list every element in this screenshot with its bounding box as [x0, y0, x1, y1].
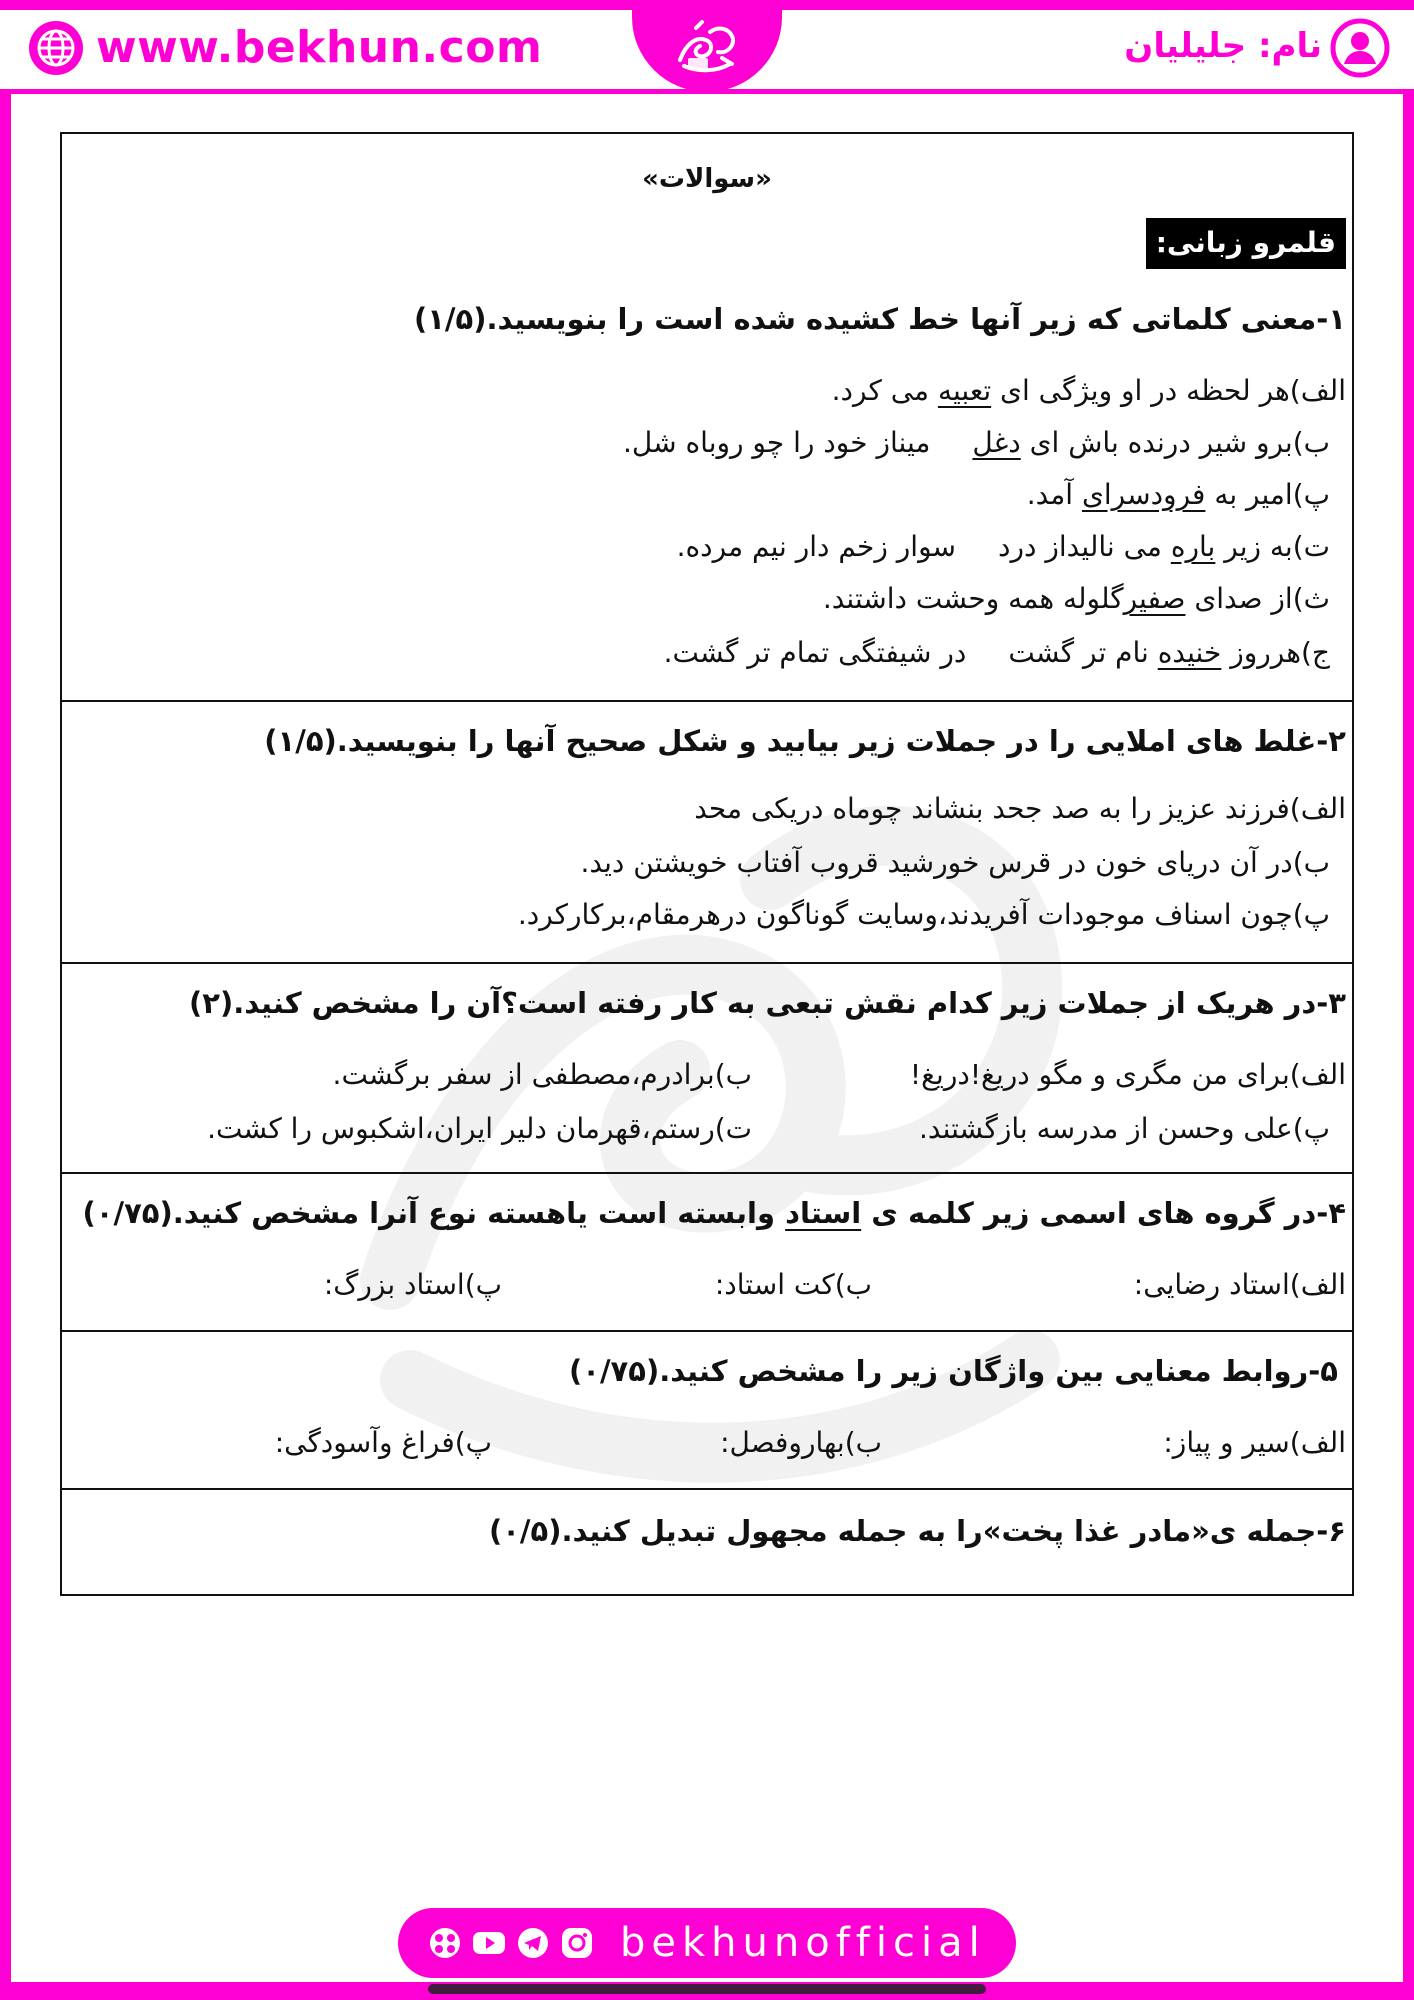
- footer-shadow: [428, 1984, 986, 1994]
- q1-item-p: پ)امیر به فرودسرای آمد.: [1026, 478, 1330, 511]
- q5-item-a: الف)سیر و پیاز:: [1163, 1426, 1346, 1459]
- user-icon: [1330, 18, 1390, 78]
- question-6-title: ۶-جمله ی«مادر غذا پخت»را به جمله مجهول تبدیل کنید.(۰/۵): [488, 1514, 1346, 1548]
- q4-item-p: پ)استاد بزرگ:: [323, 1268, 502, 1301]
- q1-item-th: ث)از صدای صفیرگلوله همه وحشت داشتند.: [822, 582, 1330, 615]
- bekhun-logo-icon: [666, 14, 748, 82]
- q3-item-a: الف)برای من مگری و مگو دریغ!دریغ!: [909, 1058, 1346, 1091]
- q1-item-a: الف)هر لحظه در او ویژگی ای تعبیه می کرد.: [831, 374, 1346, 407]
- question-3-title: ۳-در هریک از جملات زیر کدام نقش تبعی به کار رفته است؟آن را مشخص کنید.(۲): [189, 986, 1346, 1020]
- website-link[interactable]: www.bekhun.com: [96, 22, 543, 73]
- q1-item-b: ب)برو شیر درنده باش ای دغلمیناز خود را چو روباه شل.: [623, 426, 1330, 459]
- question-1-section: [62, 134, 1352, 702]
- question-1-title: ۱-معنی کلماتی که زیر آنها خط کشیده شده است را بنویسید.(۱/۵): [413, 302, 1346, 336]
- exam-sheet: [60, 132, 1354, 1596]
- telegram-icon[interactable]: [516, 1926, 550, 1960]
- social-handle[interactable]: bekhunofficial: [620, 1920, 986, 1966]
- q3-item-p: پ)علی وحسن از مدرسه بازگشتند.: [919, 1112, 1330, 1145]
- question-4-section: [62, 1174, 1352, 1332]
- section-tag: قلمرو زبانی:: [1146, 218, 1346, 269]
- q5-item-p: پ)فراغ وآسودگی:: [274, 1426, 492, 1459]
- student-name: نام: جلیلیان: [1124, 26, 1322, 66]
- question-2-section: [62, 702, 1352, 964]
- footer-social-bar: [398, 1908, 1016, 1978]
- youtube-icon[interactable]: [472, 1926, 506, 1960]
- question-5-title: ۵-روابط معنایی بین واژگان زیر را مشخص کنید.(۰/۷۵): [568, 1354, 1338, 1388]
- aparat-icon[interactable]: [428, 1926, 462, 1960]
- globe-icon: [28, 20, 84, 76]
- q5-item-b: ب)بهاروفصل:: [720, 1426, 882, 1459]
- q2-item-p: پ)چون اسناف موجودات آفریدند،وسایت گوناگون درهرمقام،برکارکرد.: [517, 898, 1330, 931]
- q4-item-b: ب)کت استاد:: [714, 1268, 872, 1301]
- q3-item-b: ب)برادرم،مصطفی از سفر برگشت.: [332, 1058, 752, 1091]
- questions-title: «سوالات»: [642, 164, 772, 194]
- instagram-icon[interactable]: [560, 1926, 594, 1960]
- question-6-section: [62, 1490, 1352, 1594]
- question-5-section: [62, 1332, 1352, 1490]
- q1-item-j: ج)هرروز خنیده نام تر گشتدر شیفتگی تمام تر گشت.: [663, 636, 1330, 669]
- q3-item-t: ت)رستم،قهرمان دلیر ایران،اشکبوس را کشت.: [207, 1112, 752, 1145]
- question-3-section: [62, 964, 1352, 1174]
- question-2-title: ۲-غلط های املایی را در جملات زیر بیابید و شکل صحیح آنها را بنویسید.(۱/۵): [264, 724, 1346, 758]
- q2-item-a: الف)فرزند عزیز را به صد جحد بنشاند چوماه دریکی محد: [694, 792, 1346, 825]
- q2-item-b: ب)در آن دریای خون در قرس خورشید قروب آفتاب خویشتن دید.: [580, 846, 1330, 879]
- question-4-title: ۴-در گروه های اسمی زیر کلمه ی استاد وابسته است یاهسته نوع آنرا مشخص کنید.(۰/۷۵): [82, 1196, 1346, 1230]
- q1-item-t: ت)به زیر باره می نالیداز دردسوار زخم دار نیم مرده.: [676, 530, 1330, 563]
- q4-item-a: الف)استاد رضایی:: [1133, 1268, 1346, 1301]
